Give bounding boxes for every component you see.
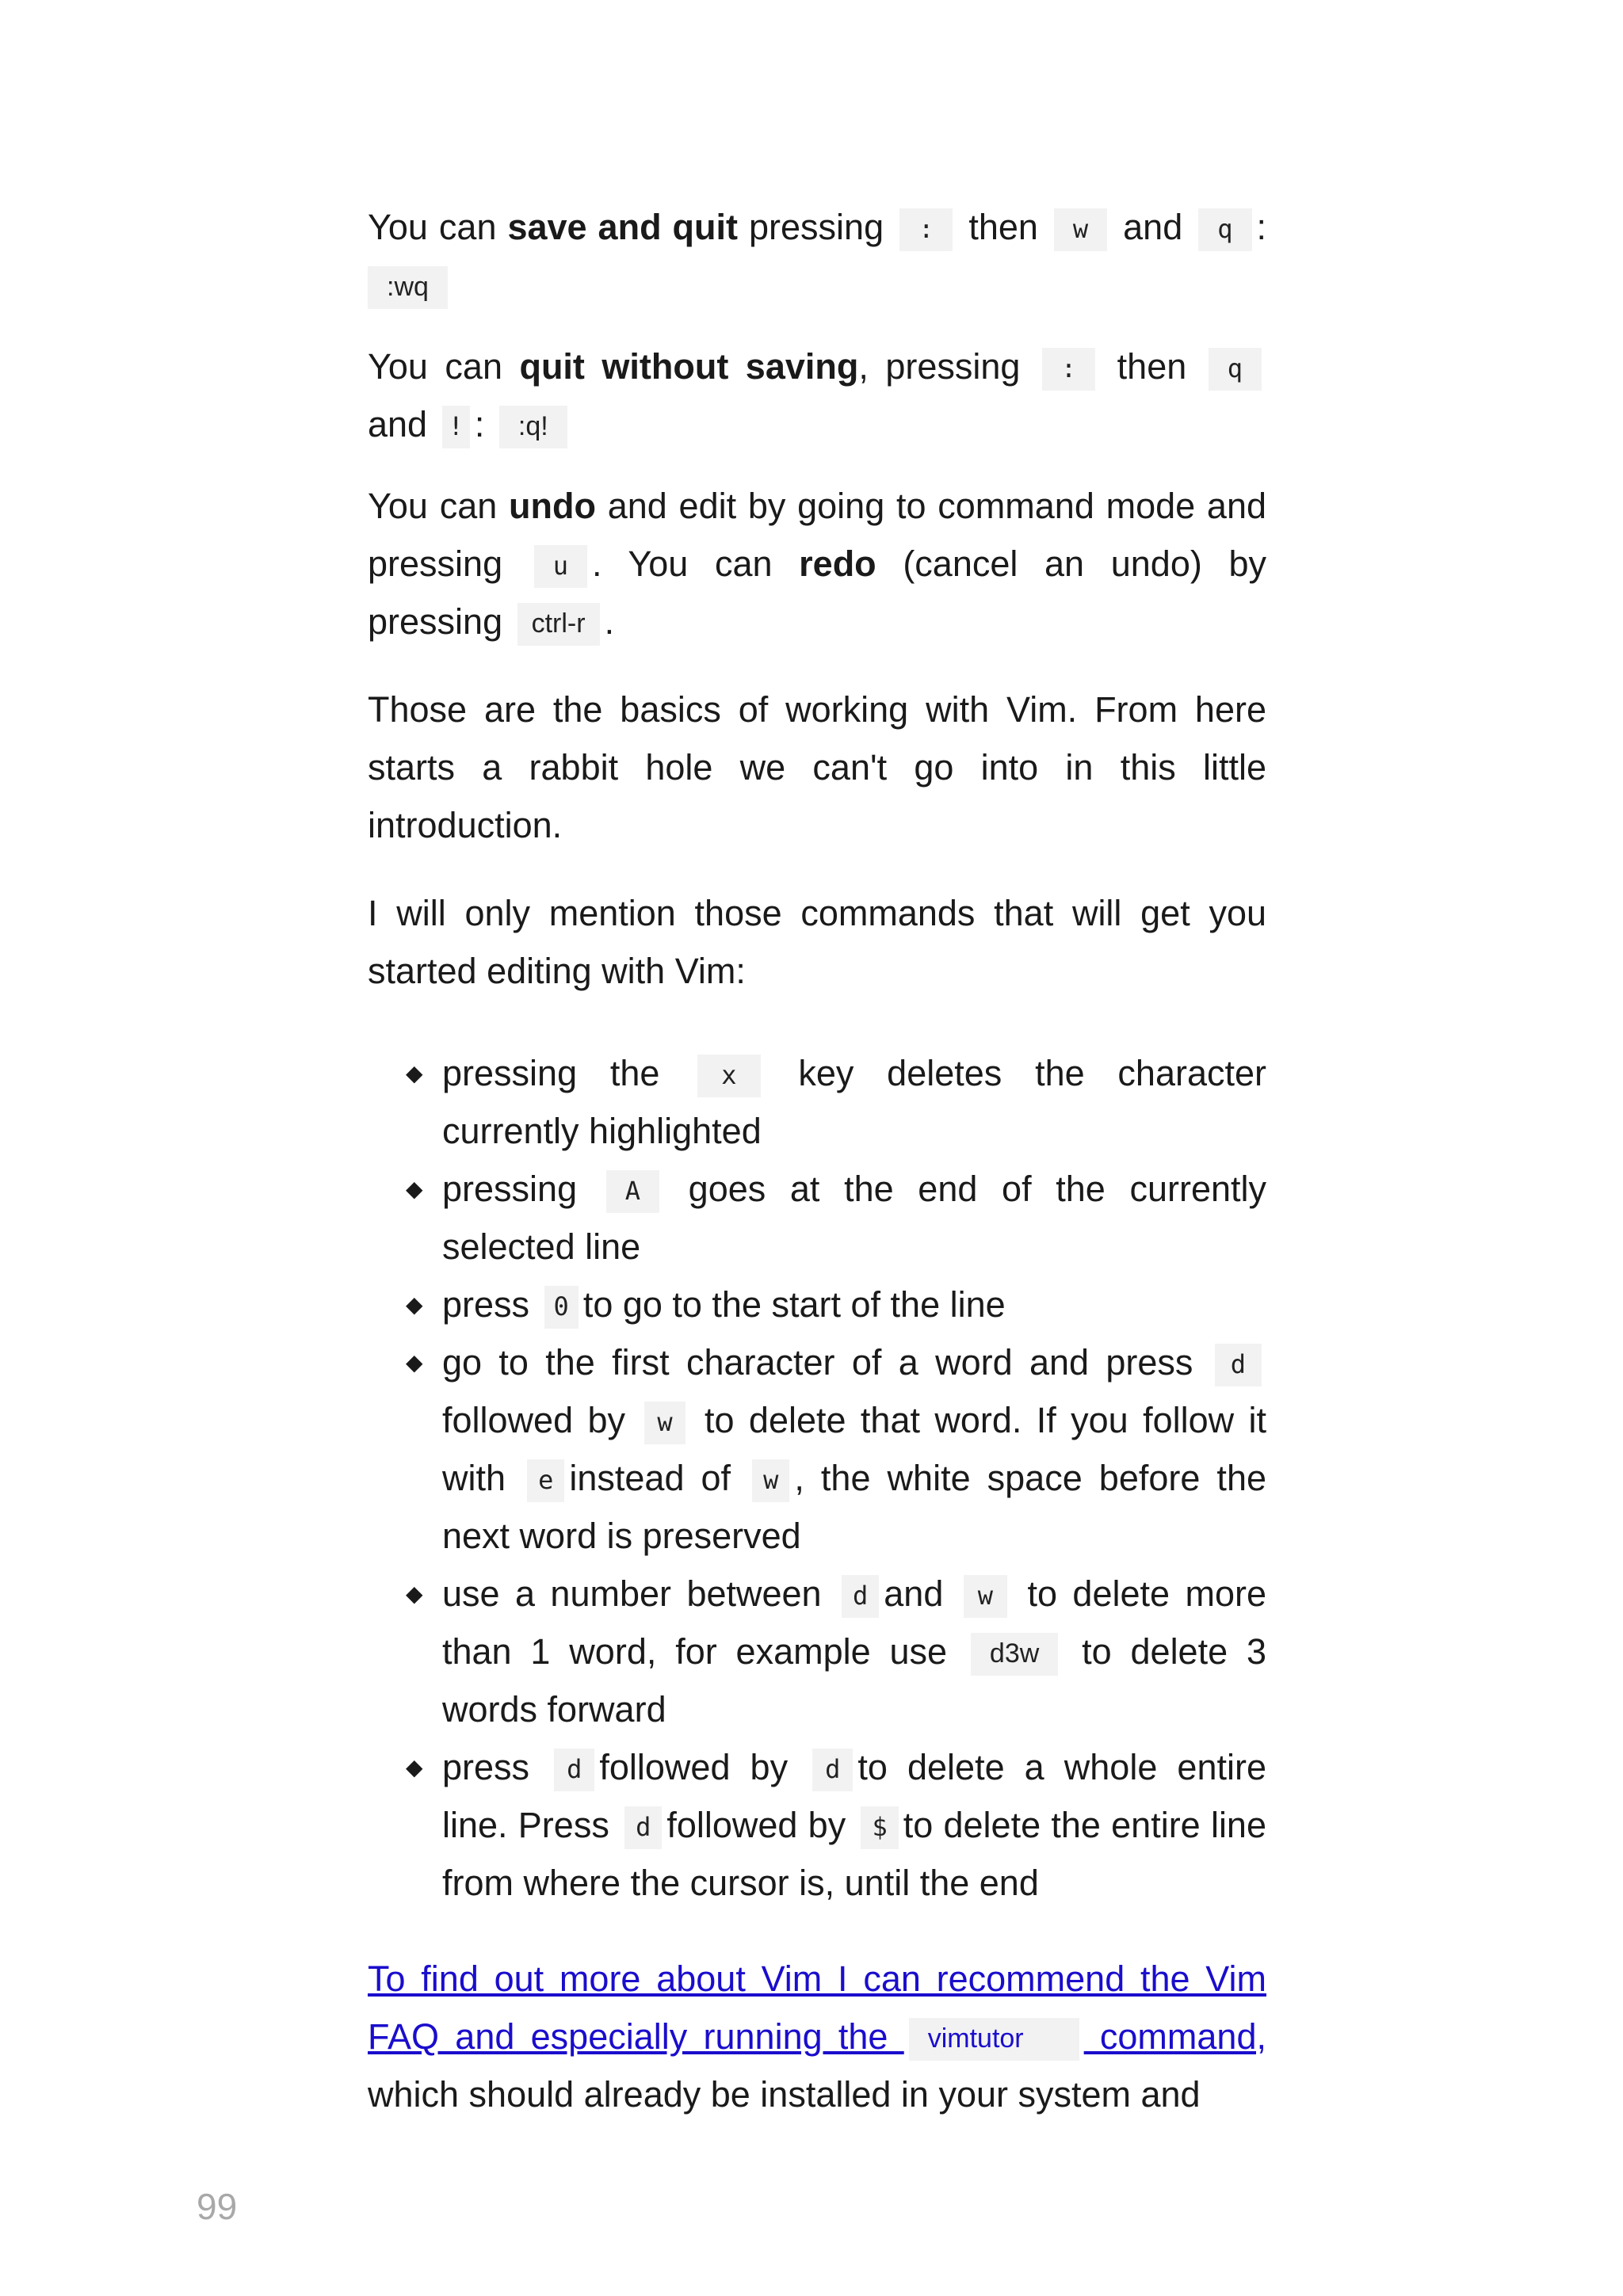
text: followed by (666, 1805, 857, 1845)
inline-code: ! (442, 406, 470, 448)
list-item (368, 1044, 1266, 1160)
bold-text: save and quit (507, 207, 739, 247)
inline-code: w (752, 1459, 789, 1502)
text: , pressing (858, 346, 1037, 387)
bold-text: redo (799, 543, 876, 584)
inline-code: d (624, 1806, 662, 1849)
text: to delete 3 words forward (442, 1631, 1266, 1730)
bullet-icon: ◆ (406, 1581, 423, 1606)
list-item (368, 1276, 1266, 1333)
page-number: 99 (197, 2186, 238, 2227)
list-item (368, 1565, 1266, 1738)
inline-code: ctrl-r (517, 603, 600, 646)
text: and (884, 1573, 959, 1614)
text: pressing the (442, 1053, 693, 1093)
inline-code: : (1042, 348, 1095, 391)
inline-code: w (1054, 208, 1107, 251)
text: . (604, 601, 615, 642)
text: You can (368, 346, 520, 387)
text: and edit by going to command mode and pressing (368, 486, 1266, 584)
text: pressing (442, 1169, 601, 1209)
bullet-icon: ◆ (406, 1177, 423, 1201)
text: (cancel an undo) by pressing (368, 543, 1267, 642)
inline-code: q (1209, 348, 1262, 391)
text: You can (368, 486, 509, 526)
inline-code: x (697, 1055, 760, 1097)
text: to go to the start of the line (582, 1284, 1006, 1325)
bullet-icon: ◆ (406, 1755, 423, 1779)
inline-code: w (964, 1575, 1007, 1618)
inline-code: A (606, 1170, 659, 1213)
inline-code: q (1198, 208, 1251, 251)
bullet-icon: ◆ (406, 1061, 423, 1085)
text: which should already be installed in your system and (368, 2074, 1201, 2115)
inline-code: w (644, 1402, 685, 1444)
text: followed by (442, 1400, 640, 1440)
inline-code: :wq (368, 266, 448, 309)
text: use a number between (442, 1573, 837, 1614)
text: and (368, 404, 437, 444)
text: then (1100, 346, 1204, 387)
paragraph-quit-without-saving (368, 338, 1266, 453)
text: go to the first character of a word and press (442, 1342, 1210, 1383)
text: You can (368, 207, 508, 247)
inline-code: 0 (544, 1286, 579, 1329)
list-item (368, 1333, 1266, 1565)
text: followed by (599, 1747, 808, 1787)
text: then (957, 207, 1049, 247)
inline-code: u (534, 545, 587, 588)
inline-code[interactable]: vimtutor (909, 2018, 1079, 2061)
paragraph-mention-commands: I will only mention those commands that will get you started editing with Vim: (368, 893, 1266, 991)
text: to delete the entire line from where the cursor is, until the end (442, 1805, 1266, 1903)
text: to delete more than 1 word, for example use (442, 1573, 1266, 1672)
paragraph-undo-redo (368, 477, 1266, 650)
bullet-icon: ◆ (406, 1350, 423, 1375)
text: pressing (738, 207, 896, 247)
inline-code: d (842, 1575, 879, 1618)
vim-faq-link[interactable] (368, 1958, 1266, 2057)
text: and (1112, 207, 1194, 247)
inline-code: :q! (499, 406, 567, 448)
bold-text: quit without saving (519, 346, 859, 387)
text: : (474, 404, 485, 444)
paragraph-vim-faq (368, 1950, 1266, 2123)
text: key deletes the character currently highlighted (442, 1053, 1267, 1151)
link-text[interactable]: command, (1083, 2016, 1266, 2057)
text: . You can (592, 543, 800, 584)
list-item (368, 1738, 1266, 1912)
bullet-icon: ◆ (406, 1292, 423, 1317)
list-item (368, 1160, 1266, 1276)
text: instead of (569, 1458, 748, 1498)
inline-code: e (527, 1459, 564, 1502)
inline-code: d3w (971, 1633, 1058, 1676)
paragraph-save-and-quit (368, 198, 1266, 314)
text: , the white space before the next word is preserved (442, 1458, 1266, 1556)
text: press (442, 1747, 550, 1787)
paragraph-basics: Those are the basics of working with Vim. From here starts a rabbit hole we can't go into in this little introduction. (368, 689, 1266, 845)
text: to delete that word. If you follow it with (442, 1400, 1266, 1498)
text: : (1256, 207, 1267, 247)
inline-code: $ (861, 1806, 898, 1849)
inline-code: d (554, 1749, 594, 1791)
page-content (368, 198, 1266, 2153)
text: goes at the end of the currently selected line (442, 1169, 1266, 1267)
link-text[interactable]: To find out more about Vim I can recommend the Vim FAQ and especially running the (368, 1958, 1266, 2057)
command-list (368, 1044, 1266, 1912)
inline-code: d (1215, 1344, 1262, 1386)
text: to delete a whole entire line. Press (442, 1747, 1266, 1845)
inline-code: : (899, 208, 953, 251)
bold-text: undo (509, 486, 596, 526)
text: press (442, 1284, 540, 1325)
inline-code: d (812, 1749, 853, 1791)
